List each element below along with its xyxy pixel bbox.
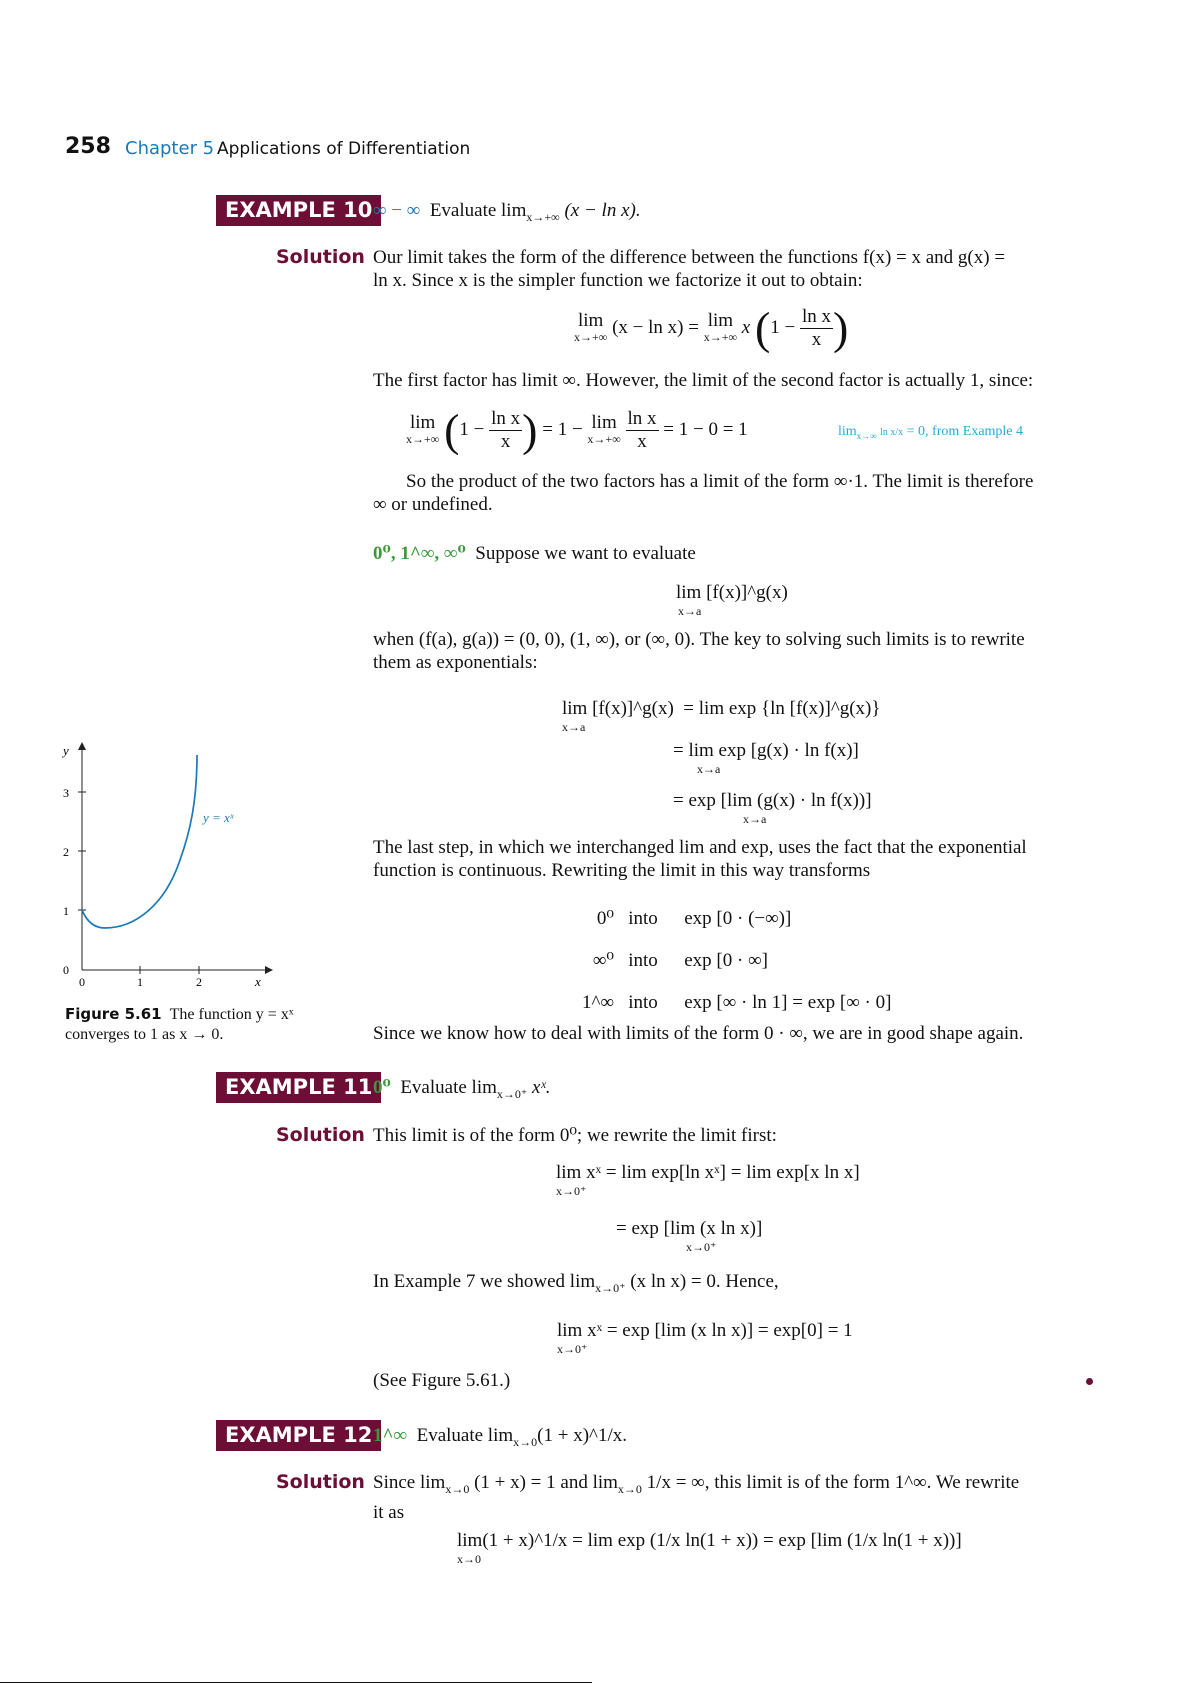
transform-row: 1^∞ into exp [∞ · ln 1] = exp [∞ · 0] — [582, 992, 892, 1013]
lim: lim — [577, 309, 604, 331]
example-10-para3 — [373, 470, 1095, 516]
example-11-eq1 — [556, 1162, 860, 1199]
eq-mid: = 1 − — [542, 418, 583, 440]
exponent-para-cd — [373, 836, 1095, 882]
example-12-badge: EXAMPLE 12 — [216, 1420, 381, 1451]
eq-x: x — [741, 316, 751, 338]
exponent-intro-text: Suppose we want to evaluate — [475, 543, 696, 564]
page-number: 258 — [65, 134, 111, 159]
chapter-title: Applications of Differentiation — [217, 139, 471, 159]
example-11-see-figure: (See Figure 5.61.) — [373, 1370, 511, 1391]
para1a: Since lim — [373, 1472, 446, 1493]
lim: lim — [707, 309, 734, 331]
note-frac: ln x/x — [880, 427, 904, 438]
exponent-section-intro — [373, 542, 696, 565]
prompt-sub: x→0 — [513, 1434, 538, 1449]
eq-sub: x→0 — [457, 1552, 481, 1566]
curve-label: y = xˣ — [203, 810, 234, 825]
example-11-para2 — [373, 1270, 779, 1300]
example-11-para1: This limit is of the form 0⁰; we rewrite the limit first: — [373, 1125, 777, 1146]
example-10-badge: EXAMPLE 10 — [216, 195, 381, 226]
chapter-label: Chapter 5 — [125, 138, 215, 159]
eq-main-text: lim [f(x)]^g(x) — [676, 582, 788, 603]
y-tick-label: 3 — [63, 786, 69, 800]
lim: lim — [409, 411, 436, 433]
eq1-sub: x→0⁺ — [556, 1184, 587, 1198]
caption-b: converges to 1 as x → 0. — [65, 1026, 224, 1043]
exponent-para-ab — [373, 628, 1095, 674]
para1d: it as — [373, 1501, 405, 1523]
end-of-example-marker — [1086, 1378, 1093, 1385]
lim-sub: x→+∞ — [574, 329, 608, 344]
example-12-eq — [457, 1530, 962, 1567]
frac-num: ln x — [802, 306, 832, 327]
para2b: (x ln x) = 0. Hence, — [630, 1271, 779, 1292]
note-text: = 0, from Example 4 — [906, 424, 1024, 439]
para3a: So the product of the two factors has a limit of the form ∞·1. The limit is therefore — [406, 471, 1034, 492]
example-12-topic: 1^∞ — [373, 1425, 408, 1446]
y-axis-label: y — [63, 743, 69, 758]
example-12-solution-label: Solution — [276, 1471, 365, 1493]
figure-5-61-caption — [65, 1004, 335, 1045]
x-tick-label: 2 — [196, 975, 202, 989]
y-axis-arrow — [78, 742, 86, 750]
eq-end: = 1 − 0 = 1 — [663, 418, 748, 440]
frac-den: x — [637, 431, 647, 452]
sub-a: x→a — [678, 604, 702, 618]
line1-lhs: lim [f(x)]^g(x) — [562, 698, 674, 719]
transform-row: 0⁰ into exp [0 · (−∞)] — [596, 908, 792, 929]
prompt-expr: (x − ln x). — [564, 200, 641, 221]
lim-sub: x→+∞ — [587, 431, 621, 446]
example-10-solution-label: Solution — [276, 246, 365, 268]
lim-sub: x→+∞ — [406, 431, 440, 446]
example-11-solution-label: Solution — [276, 1124, 365, 1146]
lim-sub: x→+∞ — [703, 329, 738, 344]
eq-one: 1 − — [770, 316, 796, 338]
para1-sub: x→0 — [617, 1481, 642, 1496]
eq-text: lim(1 + x)^1/x = lim exp (1/x ln(1 + x)) = exp [lim (1/x ln(1 + x))] — [457, 1530, 962, 1551]
lim: lim — [591, 411, 617, 433]
para-a: when (f(a), g(a)) = (0, 0), (1, ∞), or (∞, 0). The key to solving such limits is to rewrite — [373, 629, 1025, 650]
example-10-eq2: lim x→+∞ (1 − $\frac{\text{ln x}}{x}$ ) = 1 − lim x→+∞ $\frac{\text{ln x}}{x}$ = 1 − 0 = 1 — [406, 404, 748, 456]
prompt-text: Evaluate lim — [416, 1425, 514, 1446]
exponent-eq-line2 — [673, 740, 859, 777]
example-10-topic: ∞ − ∞ — [373, 200, 421, 221]
y-tick-label: 2 — [63, 845, 69, 859]
para3b: ∞ or undefined. — [373, 494, 493, 515]
example-12-para1 — [373, 1471, 1095, 1524]
prompt-expr: xˣ. — [531, 1077, 551, 1098]
exponent-eq-line1 — [562, 698, 881, 735]
footer-rule — [0, 1682, 592, 1683]
para-c: The last step, in which we interchanged lim and exp, uses the fact that the exponential — [373, 837, 1027, 858]
y-tick-label: 0 — [63, 963, 69, 977]
x-tick-label: 1 — [137, 975, 143, 989]
example-11-eq2 — [616, 1218, 762, 1255]
x-axis-arrow — [265, 966, 273, 974]
example-12-prompt — [373, 1424, 627, 1454]
line2: = lim exp [g(x) · ln f(x)] — [673, 740, 859, 761]
x-axis-label: x — [255, 974, 261, 989]
para-d: function is continuous. Rewriting the limit in this way transforms — [373, 860, 871, 881]
note-lim: lim — [838, 424, 857, 439]
example-10-para2: The first factor has limit ∞. However, the limit of the second factor is actually 1, since: — [373, 370, 1034, 391]
example-11-topic: 0⁰ — [373, 1077, 391, 1098]
para1b: ln x. Since x is the simpler function we factorize it out to obtain: — [373, 270, 863, 291]
frac-num: ln x — [627, 408, 657, 429]
example-10-prompt — [373, 199, 641, 229]
x-tick-label: 0 — [79, 975, 85, 989]
para1a: Our limit takes the form of the difference between the functions f(x) = x and g(x) = — [373, 247, 1006, 268]
para2-sub: x→0⁺ — [595, 1280, 626, 1295]
exponent-topic: 0⁰, 1^∞, ∞⁰ — [373, 543, 466, 564]
para1-sub: x→0 — [445, 1481, 470, 1496]
example-10-para1 — [373, 246, 1095, 292]
line3: = exp [lim (g(x) · ln f(x))] — [673, 790, 872, 811]
figure-label: Figure 5.61 — [65, 1005, 162, 1023]
transforms-table — [570, 898, 891, 1024]
eq3-text: lim xˣ = exp [lim (x ln x)] = exp[0] = 1 — [557, 1320, 853, 1341]
prompt-text: Evaluate lim — [429, 200, 527, 221]
para-b: them as exponentials: — [373, 652, 538, 673]
y-tick-label: 1 — [63, 904, 69, 918]
prompt-sub: x→0⁺ — [496, 1086, 528, 1101]
para1c: 1/x = ∞, this limit is of the form 1^∞. We rewrite — [646, 1472, 1020, 1493]
frac-num: ln x — [491, 408, 521, 429]
para2: In Example 7 we showed lim — [373, 1271, 596, 1292]
frac-den: x — [500, 431, 511, 452]
eq1-text: lim xˣ = lim exp[ln xˣ] = lim exp[x ln x] — [556, 1162, 860, 1183]
eq2-text: = exp [lim (x ln x)] — [616, 1218, 763, 1239]
exponent-eq-line3 — [673, 790, 872, 827]
prompt-text: Evaluate lim — [400, 1077, 497, 1098]
eq3-sub: x→0⁺ — [557, 1342, 588, 1356]
caption-a: The function y = xˣ — [169, 1006, 294, 1023]
prompt-expr: (1 + x)^1/x. — [537, 1425, 627, 1446]
eq-lhs: (x − ln x) = — [612, 316, 699, 338]
example-11-badge: EXAMPLE 11 — [216, 1072, 381, 1103]
sub-a: x→a — [697, 762, 721, 776]
frac-den: x — [811, 329, 822, 350]
eq-one: 1 − — [459, 418, 485, 440]
exponent-eq-main — [676, 582, 788, 619]
line1-rhs: = lim exp {ln [f(x)]^g(x)} — [683, 698, 881, 719]
eq2-sub: x→0⁺ — [686, 1240, 717, 1254]
figure-5-61-plot — [55, 740, 275, 990]
para1b: (1 + x) = 1 and lim — [474, 1472, 618, 1493]
example-11-eq3 — [557, 1320, 853, 1357]
sub-a: x→a — [743, 812, 767, 826]
example-11-prompt — [373, 1076, 551, 1106]
prompt-sub: x→+∞ — [526, 209, 560, 224]
transform-row: ∞⁰ into exp [0 · ∞] — [592, 950, 768, 971]
curve-y-equals-x-to-x — [82, 755, 197, 928]
exponent-para-e: Since we know how to deal with limits of the form 0 · ∞, we are in good shape again. — [373, 1023, 1024, 1044]
sub-a: x→a — [562, 720, 586, 734]
example-10-eq1: lim x→+∞ (x − ln x) = lim x→+∞ x (1 − $\frac{\text{ln x}}{x}$ ) — [574, 302, 849, 354]
example-10-side-note — [838, 424, 1023, 441]
note-sub: x→∞ — [856, 430, 877, 441]
